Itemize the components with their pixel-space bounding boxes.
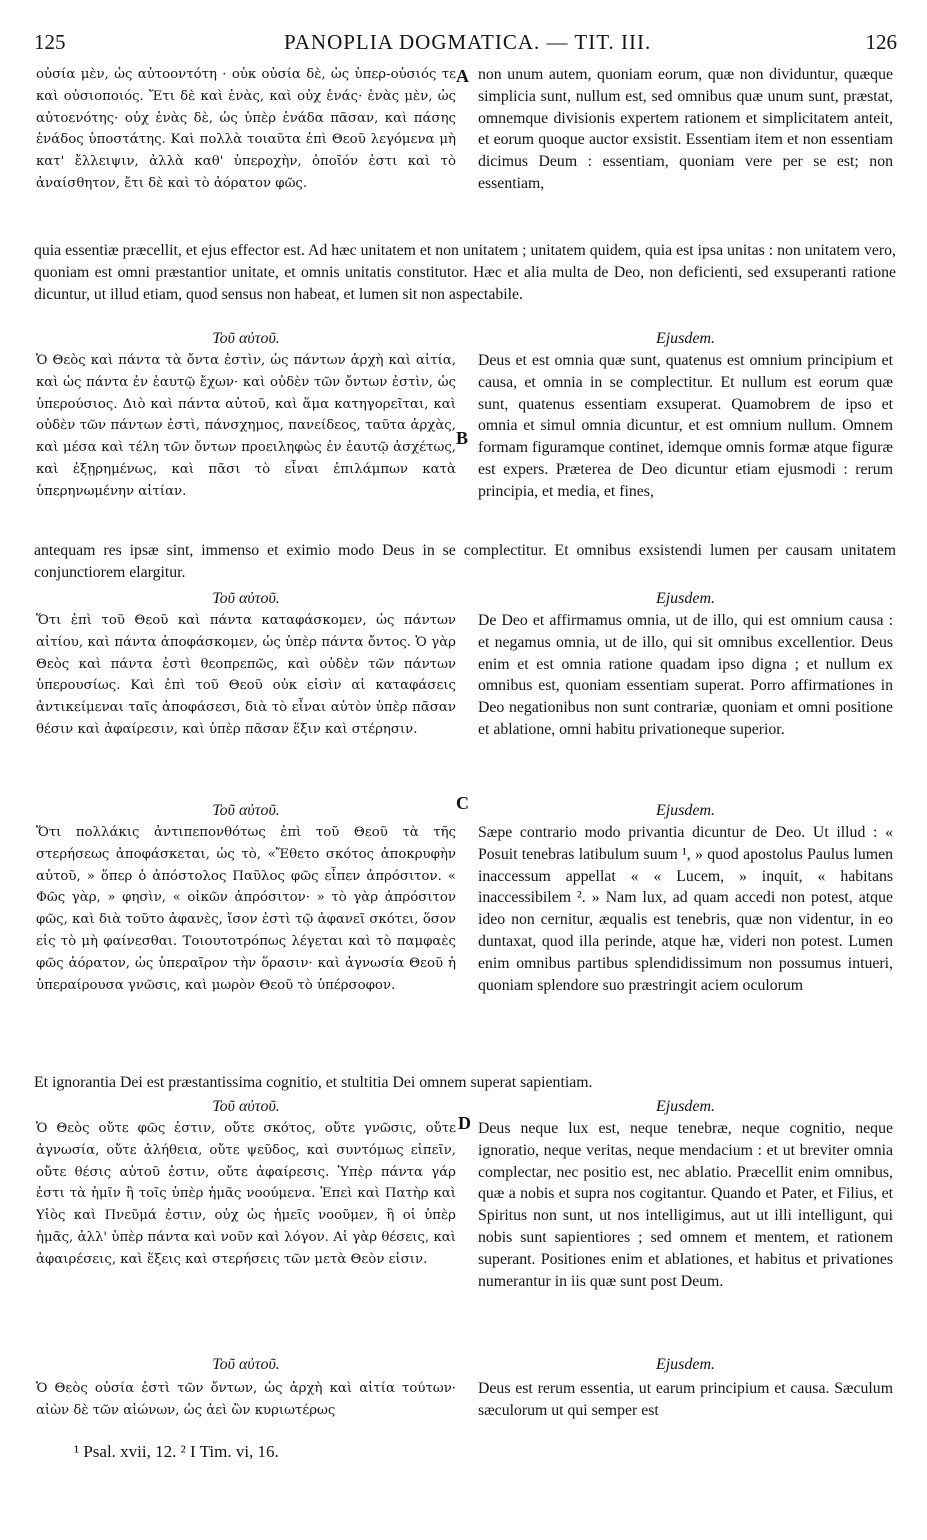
latin-continuation-4: Et ignorantia Dei est præstantissima cognitio, et stultitia Dei omnem superat sapientiam. [34,1074,593,1091]
greek-paragraph-5: Ὁ Θεὸς οὔτε φῶς ἐστιν, οὔτε σκότος, οὔτε γνῶσις, οὔτε ἀγνωσία, οὔτε ἀλήθεια, οὔτε ψεῦδος, καὶ συντόμως εἰπεῖν, οὔτε θέσις αὐτοῦ ἐστιν, οὔτε ἀφαίρεσις. Ὑπὲρ πάντα γάρ ἐστι τὰ ἡμῖν ἢ τοῖς ὑπὲρ ἡμᾶς νοούμενα. Ἐπεὶ καὶ Πατὴρ καὶ Υἱὸς καὶ Πνεῦμά ἐστιν, οὐχ ὡς ἡμεῖς νοοῦμεν, ἢ οἱ ὑπὲρ ἡμᾶς, ἀλλ' ὑπὲρ πάντα καὶ νοῦν καὶ λόγον. Αἱ γὰρ θέσεις, καὶ ἀφαιρέσεις, καὶ ἕξεις καὶ στερήσεις τῶν μετὰ Θεὸν εἰσιν. [36,1121,456,1267]
margin-mark-c: C [456,793,469,813]
page-header [34,30,897,56]
latin-paragraph-6: Deus est rerum essentia, ut earum principium et causa. Sæculum sæculorum ut qui semper est [478,1380,893,1419]
latin-paragraph-1: non unum autem, quoniam eorum, quæ non dividuntur, quæque simplicia sunt, nullum est, sed omnibus quæ unum sunt, præstat, omnemque divisionis expertem rationem et simplicitatem anteit, et eorum quoque auctor exsistit. Essentiam item et non essentiam dicimus Deum : essentiam, quoniam vere per se est; non essentiam, [478,66,893,192]
greek-heading-2: Τοῦ αὐτοῦ. [212,330,280,347]
latin-heading-6: Ejusdem. [655,1356,716,1373]
latin-continuation-2: antequam res ipsæ sint, immenso et eximio modo Deus in se complectitur. Et omnibus exsistendi lumen per causam unitatem conjunctiorem elargitur. [34,542,896,581]
latin-continuation-1: quia essentiæ præcellit, et ejus effector est. Ad hæc unitatem et non unitatem ; unitatem quidem, quia est ipsa unitas : non unitatem vero, quoniam est omni præstantior unitate, et omnis unitatis constitutor. Hæc et alia multa de Deo, non deficienti, sed exsuperanti ratione dicuntur, ut illud etiam, quod sensus non habeat, et lumen sit non aspectabile. [34,242,896,303]
latin-heading-3: Ejusdem. [655,590,716,607]
footnotes: ¹ Psal. xvii, 12. ² I Tim. vi, 16. [74,1442,279,1461]
greek-heading-6: Τοῦ αὐτοῦ. [212,1356,280,1373]
latin-heading-2: Ejusdem. [655,330,716,347]
running-title: PANOPLIA DOGMATICA. — TIT. III. [284,30,652,54]
margin-mark-d: D [458,1113,471,1133]
page-number-left: 125 [34,30,66,54]
greek-paragraph-6: Ὁ Θεὸς οὐσία ἐστὶ τῶν ὄντων, ὡς ἀρχὴ καὶ αἰτία τούτων· αἰὼν δὲ τῶν αἰώνων, ὡς ἀεὶ ὢν κυριωτέρως [36,1381,456,1418]
page-number-right: 126 [865,30,897,54]
greek-heading-3: Τοῦ αὐτοῦ. [212,590,280,607]
greek-paragraph-2: Ὁ Θεὸς καὶ πάντα τὰ ὄντα ἐστὶν, ὡς πάντων ἀρχὴ καὶ αἰτία, καὶ ὡς πάντα ἐν ἑαυτῷ ἔχων· καὶ οὐδὲν τῶν ὄντων ἐστὶν, ὡς ὑπερούσιος. Διὸ καὶ πάντα αὐτοῦ, καὶ ἅμα κατηγορεῖται, καὶ οὐδὲν τῶν πάντων ἐστὶ, πάνσχημος, πανείδεος, ταῦτα ἀρχὰς, καὶ μέσα καὶ τέλη τῶν ὄντων προειληφὼς ἐν ἑαυτῷ ἀσχέτως, καὶ ἐξῃρημένως, καὶ πᾶσι τὸ εἶναι ἐπιλάμπων κατὰ ὑπερηνωμένην αἰτίαν. [36,353,456,499]
latin-paragraph-3: De Deo et affirmamus omnia, ut de illo, qui est omnium causa : et negamus omnia, ut de illo, qui sit omnibus excellentior. Deus enim et est omnia ratione quadam ipso digna ; et nullum ex omnibus est, quoniam essentiam superat. Porro affirmationes in Deo negationibus non sunt contrariæ, quoniam et omni positione et ablatione, omni habitu privationeque superior. [478,612,893,738]
margin-mark-a: A [456,66,469,86]
greek-paragraph-3: Ὅτι ἐπὶ τοῦ Θεοῦ καὶ πάντα καταφάσκομεν, ὡς πάντων αἰτίου, καὶ πάντα ἀποφάσκομεν, ὡς ὑπὲρ πάντα ὄντος. Ὁ γὰρ Θεὸς καὶ πάντα ἐστὶ θεοπρεπῶς, καὶ οὐδὲν τῶν πάντων ὑπερουσίως. Καὶ ἐπὶ τοῦ Θεοῦ οὐκ εἰσὶν αἱ καταφάσεις ἀντικείμεναι ταῖς ἀποφάσεσι, διὰ τὸ εἶναι αὐτὸν ὑπὲρ πᾶσαν θέσιν καὶ ἀφαίρεσιν, καὶ ὑπὲρ πᾶσαν ἕξιν καὶ στέρησιν. [36,613,456,737]
latin-paragraph-4: Sæpe contrario modo privantia dicuntur de Deo. Ut illud : « Posuit tenebras latibulum suum ¹, » quod apostolus Paulus lumen inaccessum appellat « « Lucem, » inquit, « habitans inaccessibilem ². » Nam lux, ad quam accedi non potest, atque ideo non cernitur, æqualis est tenebris, quæ non videntur, in eo duntaxat, quod illa perinde, atque hæ, videri non potest. Lumen enim omnibus partibus splendidissimum non possumus intueri, quoniam splendore suo præstringit aciem oculorum [478,824,893,994]
latin-heading-5: Ejusdem. [655,1098,716,1115]
latin-paragraph-5: Deus neque lux est, neque tenebræ, neque cognitio, neque ignoratio, neque veritas, neque mendacium : et ut breviter omnia complectar, nec positio est, nec ablatio. Præcellit enim omnibus, quæ a nobis et supra nos cogitantur. Quando et Pater, et Filius, et Spiritus non sunt, ut nos intelligimus, aut ut illi intelligunt, qui nobis sunt sapientiores ; sed omnem et mentem, et rationem superant. Positiones enim et ablationes, et habitus et privationes numerantur in iis quæ sunt post Deum. [478,1120,893,1290]
greek-heading-5: Τοῦ αὐτοῦ. [212,1098,280,1115]
greek-heading-4: Τοῦ αὐτοῦ. [212,802,280,819]
latin-paragraph-2: Deus et est omnia quæ sunt, quatenus est omnium principium et causa, et omnia in se complectitur. Et nullum est eorum quæ sunt, quatenus essentiam exsuperat. Quamobrem de ipso et omnia et simul omnia dicuntur, et est omnium nullum. Omnem formam figuramque continet, idemque omnis formæ atque figuræ est expers. Præterea de Deo dicuntur etiam ejusmodi : rerum principia, et media, et fines, [478,352,894,500]
greek-paragraph-1: οὐσία μὲν, ὡς αὐτοοντότη · οὐκ οὐσία δὲ, ὡς ὑπερ-οὐσιός τε καὶ οὐσιοποιός. Ἔτι δὲ καὶ ἑνὰς, καὶ οὐχ ἑνάς· ἑνὰς μὲν, ὡς αὐτοενότης· οὐχ ἑνὰς δὲ, ὡς ὑπὲρ ἑνάδα πᾶσαν, καὶ πάσης ἑνάδος ὑποστάτης. Καὶ πολλὰ τοιαῦτα ἐπὶ Θεοῦ λεγόμενα μὴ κατ' ἔλλειψιν, ἀλλὰ καθ' ὑπεροχὴν, ὁποῖόν ἐστι καὶ τὸ ἀναίσθητον, ἔτι δὲ καὶ τὸ ἀόρατον φῶς. [36,67,456,191]
latin-heading-4: Ejusdem. [655,802,716,819]
greek-paragraph-4: Ὅτι πολλάκις ἀντιπεπονθότως ἐπὶ τοῦ Θεοῦ τὰ τῆς στερήσεως ἀποφάσκεται, ὡς τὸ, «Ἔθετο σκότος ἀποκρυφὴν αὐτοῦ, » ὅπερ ὁ ἀπόστολος Παῦλος φῶς εἶπεν ἀπρόσιτον. « Φῶς γὰρ, » φησὶν, « οἰκῶν ἀπρόσιτον· » τὸ γὰρ ἀπρόσιτον φῶς, καὶ διὰ τοῦτο ἀφανὲς, ἴσον ἐστὶ τῷ ἀφανεῖ σκότει, ὅσον εἰς τὸ μὴ φαίνεσθαι. Τοιουτοτρόπως λέγεται καὶ τὸ παμφαὲς φῶς ἀόρατον, ὡς ὑπεραῖρον τὴν ὅρασιν· καὶ ἀγνωσία Θεοῦ ἡ ὑπεραίρουσα γνῶσις, καὶ μωρὸν Θεοῦ τὸ ὑπέρσοφον. [36,825,456,993]
margin-mark-b: B [456,428,469,448]
